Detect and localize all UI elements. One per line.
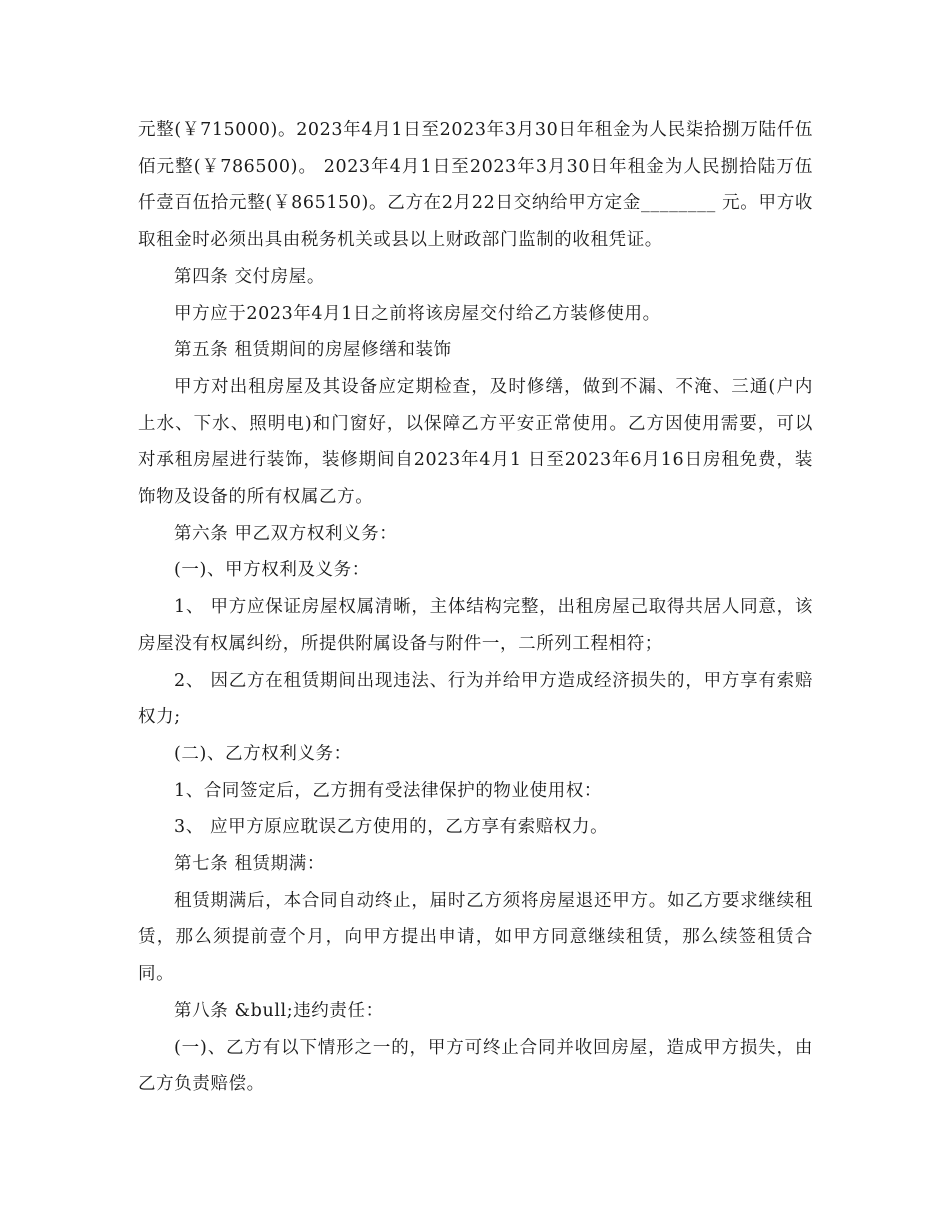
article-8-heading: 第八条 &bull;违约责任： bbox=[174, 1000, 384, 1021]
article-6-party-a-item-1: 1、 甲方应保证房屋权属清晰，主体结构完整，出租房屋己取得共居人同意，该房屋没有权属纠纷，所提供附属设备与附件一，二所列工程相符； bbox=[138, 597, 813, 654]
article-7-heading: 第七条 租赁期满： bbox=[174, 854, 325, 875]
article-5-heading: 第五条 租赁期间的房屋修缮和装饰 bbox=[174, 340, 452, 361]
article-6-party-b-item-1: 1、合同签定后，乙方拥有受法律保护的物业使用权： bbox=[174, 780, 603, 801]
paragraph-article-4: 甲方应于2023年4月1日之前将该房屋交付给乙方装修使用。 bbox=[174, 303, 661, 324]
article-6-party-a-heading: (一)、甲方权利及义务： bbox=[174, 560, 370, 581]
article-6-heading: 第六条 甲乙双方权利义务： bbox=[174, 523, 398, 544]
paragraph-article-5: 甲方对出租房屋及其设备应定期检查，及时修缮，做到不漏、不淹、三通(户内上水、下水、照明电)和门窗好，以保障乙方平安正常使用。乙方因使用需要，可以对承租房屋进行装饰，装修期间自2023年4月1 日至2023年6月16日房租免费，装饰物及设备的所有权属乙方。 bbox=[138, 376, 813, 508]
article-6-party-a-item-2: 2、 因乙方在租赁期间出现违法、行为并给甲方造成经济损失的，甲方享有索赔权力; bbox=[138, 670, 813, 728]
article-6-party-b-heading: (二)、乙方权利义务： bbox=[174, 743, 352, 764]
article-8-item-1: (一)、乙方有以下情形之一的，甲方可终止合同并收回房屋，造成甲方损失，由乙方负责赔偿。 bbox=[138, 1037, 813, 1095]
article-4-heading: 第四条 交付房屋。 bbox=[174, 266, 325, 287]
paragraph-rent-schedule: 元整(￥715000)。2023年4月1日至2023年3月30日年租金为人民柒拾捌万陆仟伍佰元整(￥786500)。 2023年4月1日至2023年3月30日年租金为人民捌拾陆万伍仟壹百伍拾元整(￥865150)。乙方在2月22日交纳给甲方定金________ 元。甲方收取租金时必须出具由税务机关或县以上财政部门监制的收租凭证。 bbox=[138, 120, 813, 251]
paragraph-article-7: 租赁期满后，本合同自动终止，届时乙方须将房屋退还甲方。如乙方要求继续租赁，那么须提前壹个月，向甲方提出申请，如甲方同意继续租赁，那么续签租赁合同。 bbox=[138, 890, 813, 985]
document-body bbox=[138, 112, 813, 1103]
article-6-party-b-item-3: 3、 应甲方原应耽误乙方使用的，乙方享有索赔权力。 bbox=[174, 817, 609, 838]
